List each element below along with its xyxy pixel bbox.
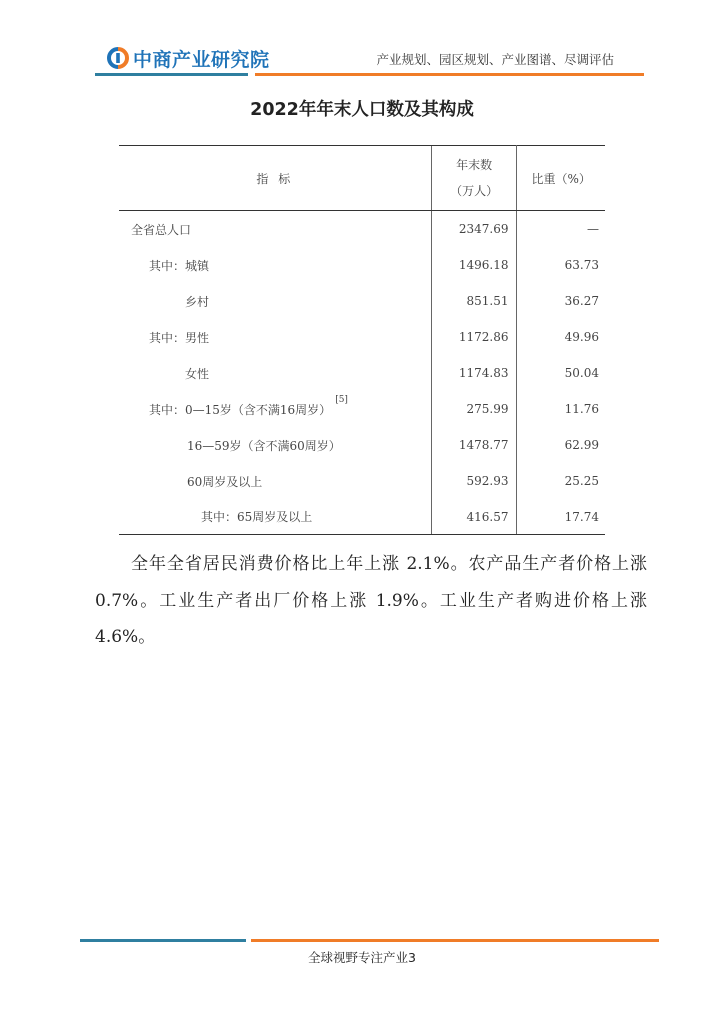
footer-divider-orange — [251, 939, 659, 942]
row-ratio: 63.73 — [564, 258, 599, 272]
row-count: 1496.18 — [431, 247, 517, 283]
header-count-line1: 年末数 — [456, 158, 493, 172]
table-row — [119, 355, 605, 391]
row-label: 女性 — [185, 366, 210, 381]
header-count-line2: （万人） — [450, 184, 499, 198]
header-count — [431, 146, 517, 211]
logo-icon — [107, 47, 129, 69]
table-row — [119, 211, 605, 248]
footer-text: 全球视野专注产业3 — [308, 950, 416, 965]
row-label: 16—59岁（含不满60周岁） — [187, 438, 341, 453]
row-count: 275.99 — [431, 391, 517, 427]
header-divider-blue — [95, 73, 248, 76]
row-ratio: 49.96 — [564, 330, 599, 344]
row-count: 851.51 — [431, 283, 517, 319]
row-count: 416.57 — [431, 499, 517, 535]
row-label: 其中：男性 — [149, 330, 210, 345]
header-ratio: 比重（%） — [517, 146, 605, 211]
page-header — [0, 0, 724, 90]
row-ratio: 50.04 — [564, 366, 599, 380]
footnote-marker: [5] — [335, 394, 348, 405]
row-ratio: 25.25 — [564, 474, 599, 488]
row-ratio: 17.74 — [517, 499, 605, 535]
row-ratio: 62.99 — [564, 438, 599, 452]
row-label: 其中：65周岁及以上 — [119, 499, 431, 535]
price-index-paragraph: 全年全省居民消费价格比上年上涨 2.1%。农产品生产者价格上涨 0.7%。工业生产者出厂价格上涨 1.9%。工业生产者购进价格上涨 4.6%。 — [95, 554, 647, 647]
table-row — [119, 499, 605, 535]
row-count: 1478.77 — [431, 427, 517, 463]
brand-logo — [107, 44, 270, 72]
table-row — [119, 319, 605, 355]
header-tagline: 产业规划、园区规划、产业图谱、尽调评估 — [376, 52, 614, 67]
header-divider-orange — [255, 73, 644, 76]
header-indicator: 指 标 — [119, 146, 431, 211]
row-ratio: — — [587, 222, 599, 236]
row-label: 其中：0—15岁（含不满16周岁） — [149, 402, 332, 417]
table-row — [119, 391, 605, 427]
page-title: 2022年年末人口数及其构成 — [250, 100, 474, 120]
table-header-row — [119, 146, 605, 211]
row-label-cell — [119, 391, 431, 427]
row-ratio: 11.76 — [564, 402, 599, 416]
table-row — [119, 463, 605, 499]
population-table — [119, 145, 605, 535]
row-label: 乡村 — [185, 294, 210, 309]
row-label: 60周岁及以上 — [187, 474, 263, 489]
footer-divider-blue — [80, 939, 246, 942]
row-label: 全省总人口 — [131, 222, 192, 237]
logo-text: 中商产业研究院 — [133, 48, 270, 71]
row-label: 其中：城镇 — [149, 258, 210, 273]
row-count: 2347.69 — [431, 211, 517, 248]
row-count: 1172.86 — [431, 319, 517, 355]
table-row — [119, 283, 605, 319]
row-ratio: 36.27 — [564, 294, 599, 308]
table-row — [119, 427, 605, 463]
row-count: 592.93 — [431, 463, 517, 499]
table-row — [119, 247, 605, 283]
row-count: 1174.83 — [431, 355, 517, 391]
